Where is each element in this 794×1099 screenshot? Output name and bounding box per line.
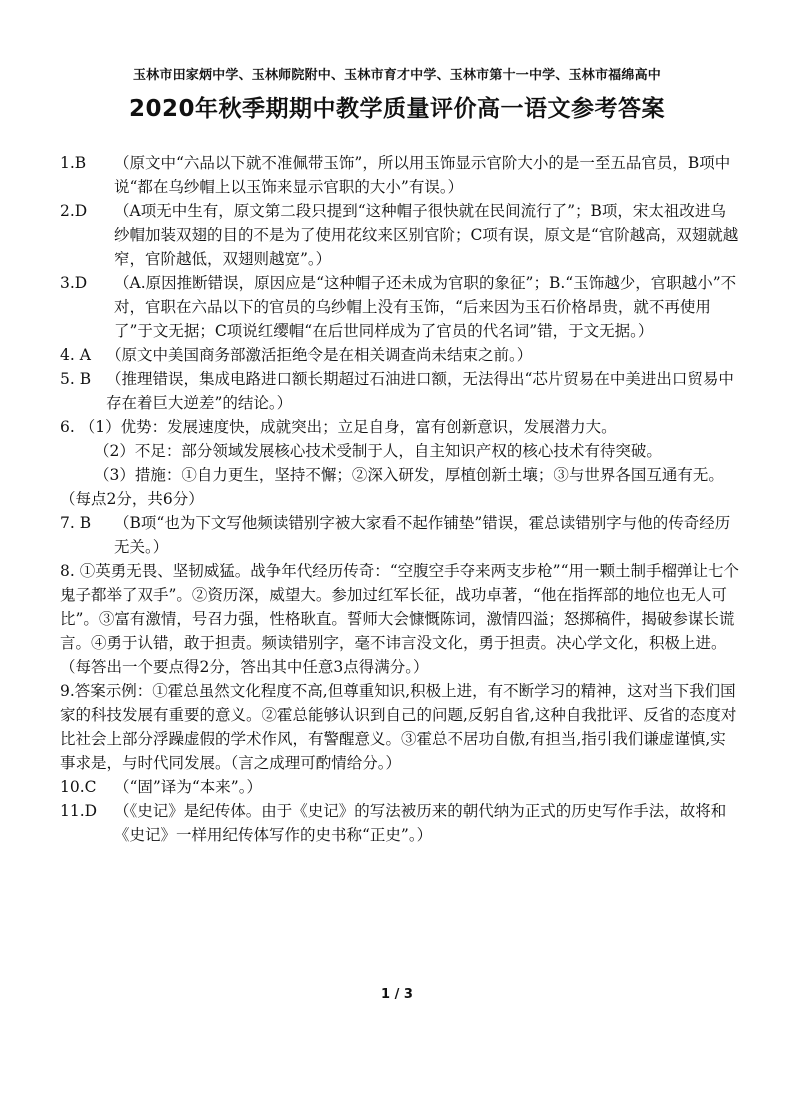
answer-item-4 <box>60 343 740 367</box>
page-title: 2020年秋季期期中教学质量评价高一语文参考答案 <box>128 96 665 122</box>
answer-item-1 <box>60 151 740 199</box>
answer-number: 11.D <box>60 802 98 820</box>
answer-item-3 <box>60 271 740 343</box>
answer-number: 10.C <box>60 778 97 796</box>
answer-text: （A.原因推断错误，原因应是“这种帽子还未成为官职的象征”；B.“玉饰越少，官职越小”不对，官职在六品以下的官员的乌纱帽上没有玉饰，“后来因为玉石价格昂贵，就不再使用了”于文无据；C项说红缨帽“在后世同样成为了官员的代名词”错，于文无据。） <box>114 274 737 340</box>
answer-item-8: 8. ①英勇无畏、坚韧威猛。战争年代经历传奇：“空腹空手夺来两支步枪”“用一颗土制手榴弹让七个鬼子都举了双手”。②资历深，威望大。参加过红军长征，战功卓著，“他在指挥部的地位也无人可比”。③富有激情，号召力强，性格耿直。誓师大会慷慨陈词，激情四溢；怒掷稿件，揭破参谋长谎言。④勇于认错，敢于担责。频读错别字，毫不讳言没文化，勇于担责。决心学文化，积极上进。（每答出一个要点得2分，答出其中任意3点得满分。） <box>60 562 739 676</box>
school-list-header: 玉林市田家炳中学、玉林师院附中、玉林市育才中学、玉林市第十一中学、玉林市福绵高中 <box>132 68 661 83</box>
answer-number: 2.D <box>60 202 88 220</box>
answer-body <box>60 151 740 847</box>
answer-number: 7. B <box>60 514 92 532</box>
answer-number: 1.B <box>60 154 87 172</box>
answer-text: （原文中美国商务部激活拒绝令是在相关调查尚未结束之前。） <box>106 346 533 364</box>
answer-text: （B项“也为下文写他频读错别字被大家看不起作铺垫”错误，霍总读错别字与他的传奇经历无关。） <box>114 514 731 556</box>
answer-number: 5. B <box>60 370 92 388</box>
answer-6-advantage: 6. （1）优势：发展速度快，成就突出；立足自身，富有创新意识，发展潜力大。 <box>60 418 617 436</box>
answer-item-9: 9.答案示例：①霍总虽然文化程度不高,但尊重知识,积极上进，有不断学习的精神，这对当下我们国家的科技发展有重要的意义。②霍总能够认识到自己的问题,反躬自省,这种自我批评、反省的态度对比社会上部分浮躁虚假的学术作风，有警醒意义。③霍总不居功自傲,有担当,指引我们谦虚谨慎,实事求是，与时代同发展。（言之成理可酌情给分。） <box>60 682 737 772</box>
answer-item-10 <box>60 775 740 799</box>
answer-text: （“固”译为“本来”。） <box>114 778 262 796</box>
answer-item-5 <box>60 367 740 415</box>
answer-item-2 <box>60 199 740 271</box>
answer-item-11 <box>60 799 740 847</box>
answer-6-shortcoming: （2）不足：部分领域发展核心技术受制于人，自主知识产权的核心技术有待突破。 <box>94 442 662 460</box>
page-number: 1 / 3 <box>381 987 413 1002</box>
answer-6-measures: （3）措施：①自力更生，坚持不懈；②深入研发，厚植创新土壤；③与世界各国互通有无。（每点2分，共6分） <box>60 466 724 508</box>
answer-text: （《史记》是纪传体。由于《史记》的写法被历来的朝代纳为正式的历史写作手法，故将和《史记》一样用纪传体写作的史书称“正史”。） <box>114 802 727 844</box>
answer-item-7 <box>60 511 740 559</box>
answer-number: 4. A <box>60 346 91 364</box>
answer-text: （原文中“六品以下就不准佩带玉饰”，所以用玉饰显示官阶大小的是一至五品官员，B项中说“都在乌纱帽上以玉饰来显示官职的大小”有误。） <box>114 154 731 196</box>
answer-text: （A项无中生有，原文第二段只提到“这种帽子很快就在民间流行了”；B项，宋太祖改进乌纱帽加装双翅的目的不是为了使用花纹来区别官阶；C项有误，原文是“官阶越高，双翅就越窄，官阶越低，双翅则越宽”。） <box>114 202 739 268</box>
answer-item-6 <box>60 415 740 511</box>
answer-text: （推理错误，集成电路进口额长期超过石油进口额，无法得出“芯片贸易在中美进出口贸易中存在着巨大逆差”的结论。） <box>106 370 734 412</box>
answer-number: 3.D <box>60 274 88 292</box>
